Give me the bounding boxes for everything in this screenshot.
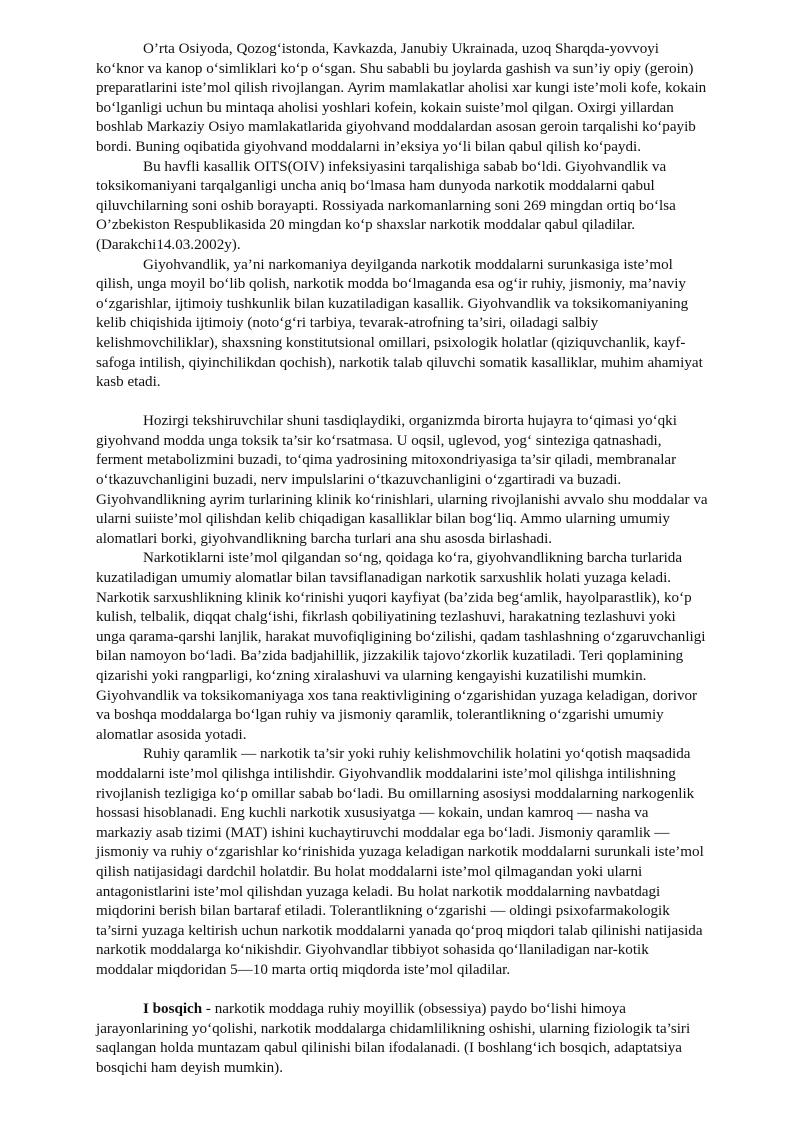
paragraph-narcomania-definition: Giyohvandlik, ya’ni narkomaniya deyilganda narkotik moddalarni surunkasiga iste’mol qilish, unga moyil bo‘lib qolish, narkotik modda bo‘lmaganda esa og‘ir ruhiy, jismoniy, ma’naviy o‘zgarishlar, ijtimoiy tushkunlik bilan kuzatiladigan kasallik. Giyohvandlik va toksikomaniyaning kelib chiqishida ijtimoiy (noto‘g‘ri tarbiya, tevarak-atrofning ta’siri, oiladagi salbiy kelishmovchiliklar), shaxsning konstitutsional omillari, psixologik holatlar (qiziquvchanlik, kayf-safoga intilish, qiyinchilikdan qochish), narkotik talab qiluvchi somatik kasalliklar, muhim ahamiyat kasb etadi. xyxy=(96,256,703,391)
paragraph-stage-one xyxy=(96,1000,708,1078)
paragraph-dependence-tolerance: Ruhiy qaramlik — narkotik ta’sir yoki ruhiy kelishmovchilik holatini yo‘qotish maqsadida moddalarni iste’mol qilishga intilishdir. Giyohvandlik moddalarini iste’mol qilishga intilishning rivojlanish tezligiga ko‘p omillar sabab bo‘ladi. Bu omillarning asosiysi moddalarning narkogenlik hossasi hisoblanadi. Eng kuchli narkotik xususiyatga — kokain, undan kamroq — nasha va markaziy asab tizimi (MAT) ishini kuchaytiruvchi moddalar ega bo‘ladi. Jismoniy qaramlik — jismoniy va ruhiy o‘zgarishlar ko‘rinishida yuzaga keladigan narkotik moddalarni surunkali iste’mol qilish natijasidagi dardchil holatdir. Bu holat moddalarni iste’mol qilmagandan yoki ularni antagonistlarini iste’mol qilishdan yuzaga keladi. Bu holat narkotik moddalarning navbatdagi miqdorini berish bilan bartaraf etiladi. Tolerantlikning o‘zgarishi — oldingi psixofarmakologik ta’sirni yuzaga keltirish uchun narkotik moddalarni yanada qo‘proq miqdori talab qilinishi natijasida narkotik moddalarga ko‘nikishdir. Giyohvandlar tibbiyot sohasida qo‘llaniladigan nar-kotik moddalar miqdoridan 5—10 marta ortiq miqdorda iste’mol qiladilar. xyxy=(96,746,704,978)
document-page xyxy=(96,40,708,1078)
stage-label: I bosqich xyxy=(143,1001,203,1018)
paragraph-intoxication-symptoms: Narkotiklarni iste’mol qilgandan so‘ng, qoidaga ko‘ra, giyohvandlikning barcha turlarida kuzatiladigan umumiy alomatlar bilan tavsiflanadigan narkotik sarxushlik holati yuzaga keladi. Narkotik sarxushlikning klinik ko‘rinishi yuqori kayfiyat (ba’zida beg‘amlik, hayolparastlik), ko‘p kulish, telbalik, diqqat chalg‘ishi, fikrlash qobiliyatining tezlashuvi, harakatning tezlashuvi yoki unga qarama-qarshi lanjlik, harakat muvofiqligining bo‘zilishi, qadam tashlashning o‘zgaruvchanligi bilan namoyon bo‘ladi. Ba’zida badjahillik, jizzakilik tajovo‘zkorlik kuzatiladi. Terі qoplamining qizarishi yoki rangparligi, ko‘zning xiralashuvi va ularning kengayishi kuzatilishi mumkin. Giyohvandlik va toksikomaniyaga xos tana reaktivligining o‘zgarishidan yuzaga keladigan, dorivor va boshqa moddalarga bo‘lgan ruhiy va jismoniy qaramlik, tolerantlikning o‘zgarishi umumiy alomatlar asosida yotadi. xyxy=(96,550,706,743)
paragraph-aids-statistics: Bu havfli kasallik OITS(OIV) infeksiyasini tarqalishiga sabab bo‘ldi. Giyohvandlik va toksikomaniyani tarqalganligi uncha aniq bo‘lmasa ham dunyoda narkotik moddalarni qabul qiluvchilarning soni oshib borayapti. Rossiyada narkomanlarning soni 269 mingdan ortiq bo‘lsa O’zbekiston Respublikasida 20 mingdan ko‘p shaxslar narkotik moddalar qabul qiladilar. (Darakchi14.03.2002y). xyxy=(96,158,676,253)
stage-description: - narkotik moddaga ruhiy moyillik (obsessiya) paydo bo‘lishi himoya jarayonlarining yo‘qolishi, narkotik moddalarga chidamlilikning oshishi, ularning fiziologik ta’siri saqlangan holda muntazam qabul qilinishi bilan ifodalanadi. (I boshlang‘ich bosqich, adaptatsiya bosqichi ham deyish mumkin). xyxy=(96,1001,691,1076)
paragraph-drug-spread-central-asia: O’rta Osiyoda, Qozog‘istonda, Kavkazda, Janubiy Ukrainada, uzoq Sharqda-yovvoyi ko‘knor va kanop o‘simliklari ko‘p o‘sgan. Shu sababli bu joylarda gashish va sun’iy opiy (geroin) preparatlarini iste’mol qilish rivojlangan. Ayrim mamlakatlar aholisi xar kungi iste’moli kofe, kokain bo‘lganligi uchun bu mintaqa aholisi yoshlari kofein, kokain suiste’mol qilgan. Oxirgi yillardan boshlab Markaziy Osiyo mamlakatlarida giyohvand moddalardan asosan geroin tarqalishi ko‘payib bordi. Buning oqibatida giyohvand moddalarni in’eksiya yo‘li bilan qabul qilish ko‘paydi. xyxy=(96,41,707,155)
paragraph-toxic-effects: Hozirgi tekshiruvchilar shuni tasdiqlaydiki, organizmda birorta hujayra to‘qimasi yo‘qki giyohvand modda unga toksik ta’sir ko‘rsatmasa. U oqsil, uglevod, yog‘ sinteziga qatnashadi, ferment metabolizmini buzadi, to‘qima yadrosining mitoxondriyasiga ta’sir qiladi, membranalar o‘tkazuvchanligini buzadi, nerv impulslarini o‘tkazuvchanligini o‘zgartiradi va buzadi. Giyohvandlikning ayrim turlarining klinik ko‘rinishlari, ularning rivojlanishi avvalo shu moddalar va ularni suiiste’mol qilishdan kelib chiqadigan kasalliklar bilan bog‘liq. Ammo ularning umumiy alomatlari borki, giyohvandlikning barcha turlari ana shu asosda birlashadi. xyxy=(96,413,708,547)
